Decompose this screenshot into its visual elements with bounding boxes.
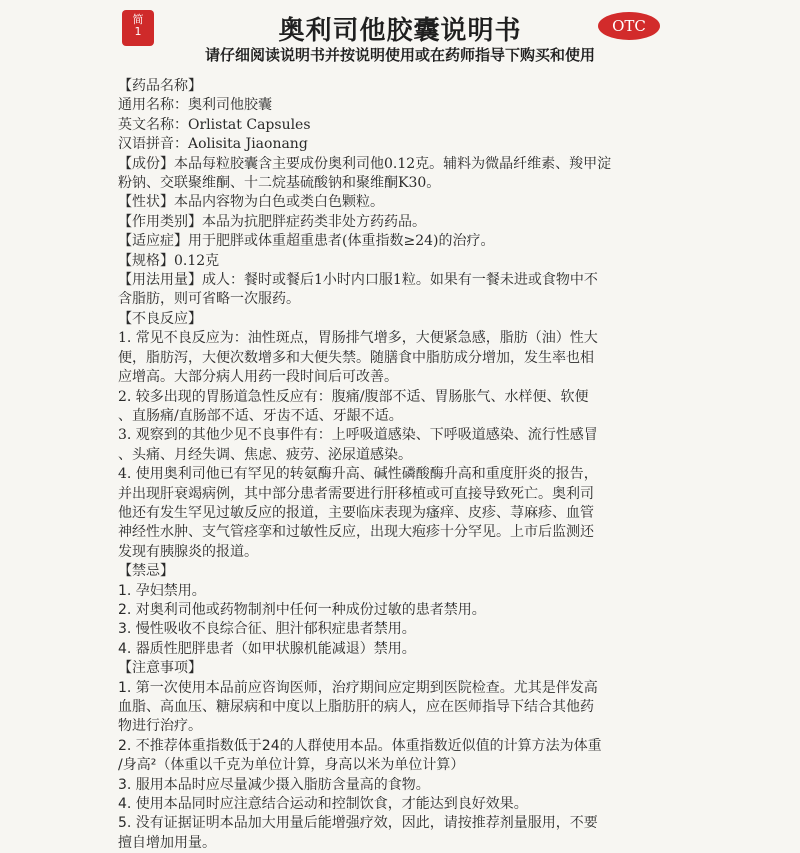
adverse-line: 并出现肝衰竭病例，其中部分患者需要进行肝移植或可直接导致死亡。奥利司 bbox=[118, 485, 594, 502]
indication: 【适应症】用于肥胖或体重超重患者(体重指数≥24)的治疗。 bbox=[118, 233, 495, 250]
common-name: 通用名称：奥利司他胶囊 bbox=[118, 97, 272, 114]
caution-line: 血脂、高血压、糖尿病和中度以上脂肪肝的病人，应在医师指导下结合其他药 bbox=[118, 699, 594, 715]
caution-line: 1. 第一次使用本品前应咨询医师，治疗期间应定期到医院检查。尤其是伴发高 bbox=[118, 679, 598, 696]
adverse-line: 、直肠痛/直肠部不适、牙齿不适、牙龈不适。 bbox=[118, 407, 403, 424]
adverse-line: 4. 使用奥利司他已有罕见的转氨酶升高、碱性磷酸酶升高和重度肝炎的报告， bbox=[118, 466, 598, 483]
document-subtitle: 请仔细阅读说明书并按说明使用或在药师指导下购买和使用 bbox=[204, 46, 595, 64]
pinyin-name: 汉语拼音：Aolisita Jiaonang bbox=[118, 136, 308, 153]
caution-line: 擅自增加用量。 bbox=[118, 834, 216, 851]
adverse-line: 3. 观察到的其他少见不良事件有：上呼吸道感染、下呼吸道感染、流行性感冒 bbox=[118, 427, 598, 444]
caution-line: 2. 不推荐体重指数低于24的人群使用本品。体重指数近似值的计算方法为体重 bbox=[118, 737, 602, 754]
leaflet-body bbox=[118, 77, 684, 853]
brand-logo: 简 1 bbox=[122, 10, 154, 46]
adverse-line: 发现有胰腺炎的报道。 bbox=[118, 543, 258, 560]
adverse-line: 1. 常见不良反应为：油性斑点，胃肠排气增多，大便紧急感，脂肪（油）性大 bbox=[118, 330, 598, 347]
caution-line: /身高²（体重以千克为单位计算，身高以米为单位计算） bbox=[118, 757, 465, 774]
adverse-line: 他还有发生罕见过敏反应的报道，主要临床表现为瘙痒、皮疹、荨麻疹、血管 bbox=[118, 504, 594, 521]
ingredients-line: 【成份】本品每粒胶囊含主要成份奥利司他0.12克。辅料为微晶纤维素、羧甲淀 bbox=[118, 155, 612, 172]
contraindication-line: 1. 孕妇禁用。 bbox=[118, 582, 206, 599]
properties: 【性状】本品内容物为白色或类白色颗粒。 bbox=[118, 194, 384, 211]
english-name: 英文名称：Orlistat Capsules bbox=[118, 116, 311, 133]
adverse-line: 应增高。大部分病人用药一段时间后可改善。 bbox=[118, 369, 398, 386]
usage-line: 含脂肪，则可省略一次服药。 bbox=[118, 291, 300, 308]
caution-line: 物进行治疗。 bbox=[118, 718, 202, 735]
caution-line: 4. 使用本品同时应注意结合运动和控制饮食，才能达到良好效果。 bbox=[118, 796, 528, 813]
contraindication-line: 4. 器质性肥胖患者（如甲状腺机能减退）禁用。 bbox=[118, 640, 416, 657]
contraindication-line: 2. 对奥利司他或药物制剂中任何一种成份过敏的患者禁用。 bbox=[118, 601, 486, 618]
section-cautions-header: 【注意事项】 bbox=[118, 660, 202, 677]
category: 【作用类别】本品为抗肥胖症药类非处方药药品。 bbox=[118, 213, 426, 230]
usage-line: 【用法用量】成人：餐时或餐后1小时内口服1粒。如果有一餐未进或食物中不 bbox=[118, 272, 598, 289]
otc-badge: OTC bbox=[598, 12, 660, 40]
section-adverse-header: 【不良反应】 bbox=[118, 310, 202, 327]
ingredients-line: 粉钠、交联聚维酮、十二烷基硫酸钠和聚维酮K30。 bbox=[118, 175, 441, 192]
adverse-line: 、头痛、月经失调、焦虑、疲劳、泌尿道感染。 bbox=[118, 446, 412, 463]
adverse-line: 2. 较多出现的胃肠道急性反应有：腹痛/腹部不适、胃肠胀气、水样便、软便 bbox=[118, 388, 589, 405]
section-drug-name-header: 【药品名称】 bbox=[118, 78, 202, 94]
caution-line: 5. 没有证据证明本品加大用量后能增强疗效，因此，请按推荐剂量服用，不要 bbox=[118, 815, 598, 832]
caution-line: 3. 服用本品时应尽量减少摄入脂肪含量高的食物。 bbox=[118, 776, 430, 793]
document-title: 奥利司他胶囊说明书 bbox=[278, 16, 522, 46]
adverse-line: 神经性水肿、支气管痉挛和过敏性反应，出现大疱疹十分罕见。上市后监测还 bbox=[118, 524, 594, 541]
specification: 【规格】0.12克 bbox=[118, 252, 220, 269]
section-contraindications-header: 【禁忌】 bbox=[118, 563, 174, 580]
contraindication-line: 3. 慢性吸收不良综合征、胆汁郁积症患者禁用。 bbox=[118, 621, 416, 638]
adverse-line: 便，脂肪泻，大便次数增多和大便失禁。随膳食中脂肪成分增加，发生率也相 bbox=[118, 349, 594, 366]
